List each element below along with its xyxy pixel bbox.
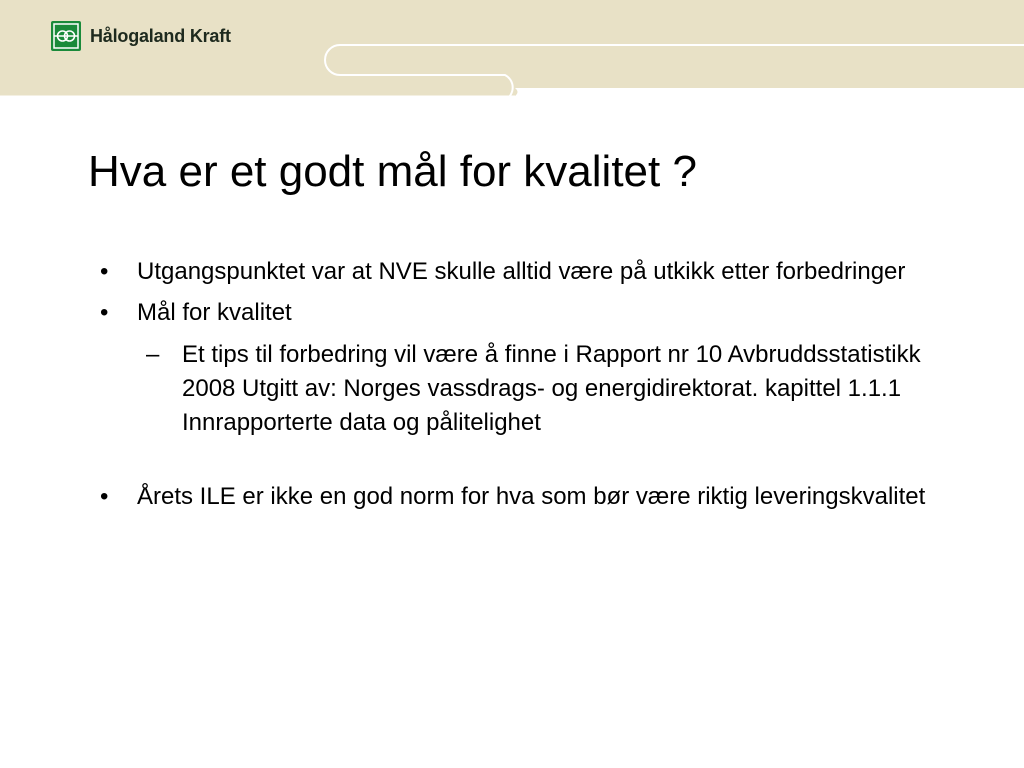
bullet-text: Årets ILE er ikke en god norm for hva som bør være riktig leveringskvalitet — [137, 483, 926, 510]
logo-icon — [50, 20, 82, 52]
logo-text: Hålogaland Kraft — [90, 25, 231, 46]
dash-marker: – — [146, 341, 160, 368]
bullet-marker: • — [100, 258, 109, 285]
bullet-text: Utgangspunktet var at NVE skulle alltid være på utkikk etter forbedringer — [137, 258, 906, 285]
bullet-item — [100, 480, 940, 514]
sub-bullet-item — [146, 338, 940, 440]
bullet-marker: • — [100, 299, 109, 326]
slide-body — [100, 248, 940, 514]
bullet-item — [100, 255, 940, 289]
sub-bullet-text: Et tips til forbedring vil være å finne i Rapport nr 10 Avbruddsstatistikk 2008 Utgitt av: Norges vassdrags- og energidirektorat. kapittel 1.1.1 Innrapporterte data og pålitelighet — [182, 341, 921, 436]
bullet-text: Mål for kvalitet — [137, 299, 292, 326]
bullet-item — [100, 296, 940, 330]
slide-title: Hva er et godt mål for kvalitet ? — [88, 147, 697, 196]
bullet-marker: • — [100, 483, 109, 510]
company-logo — [50, 19, 231, 53]
